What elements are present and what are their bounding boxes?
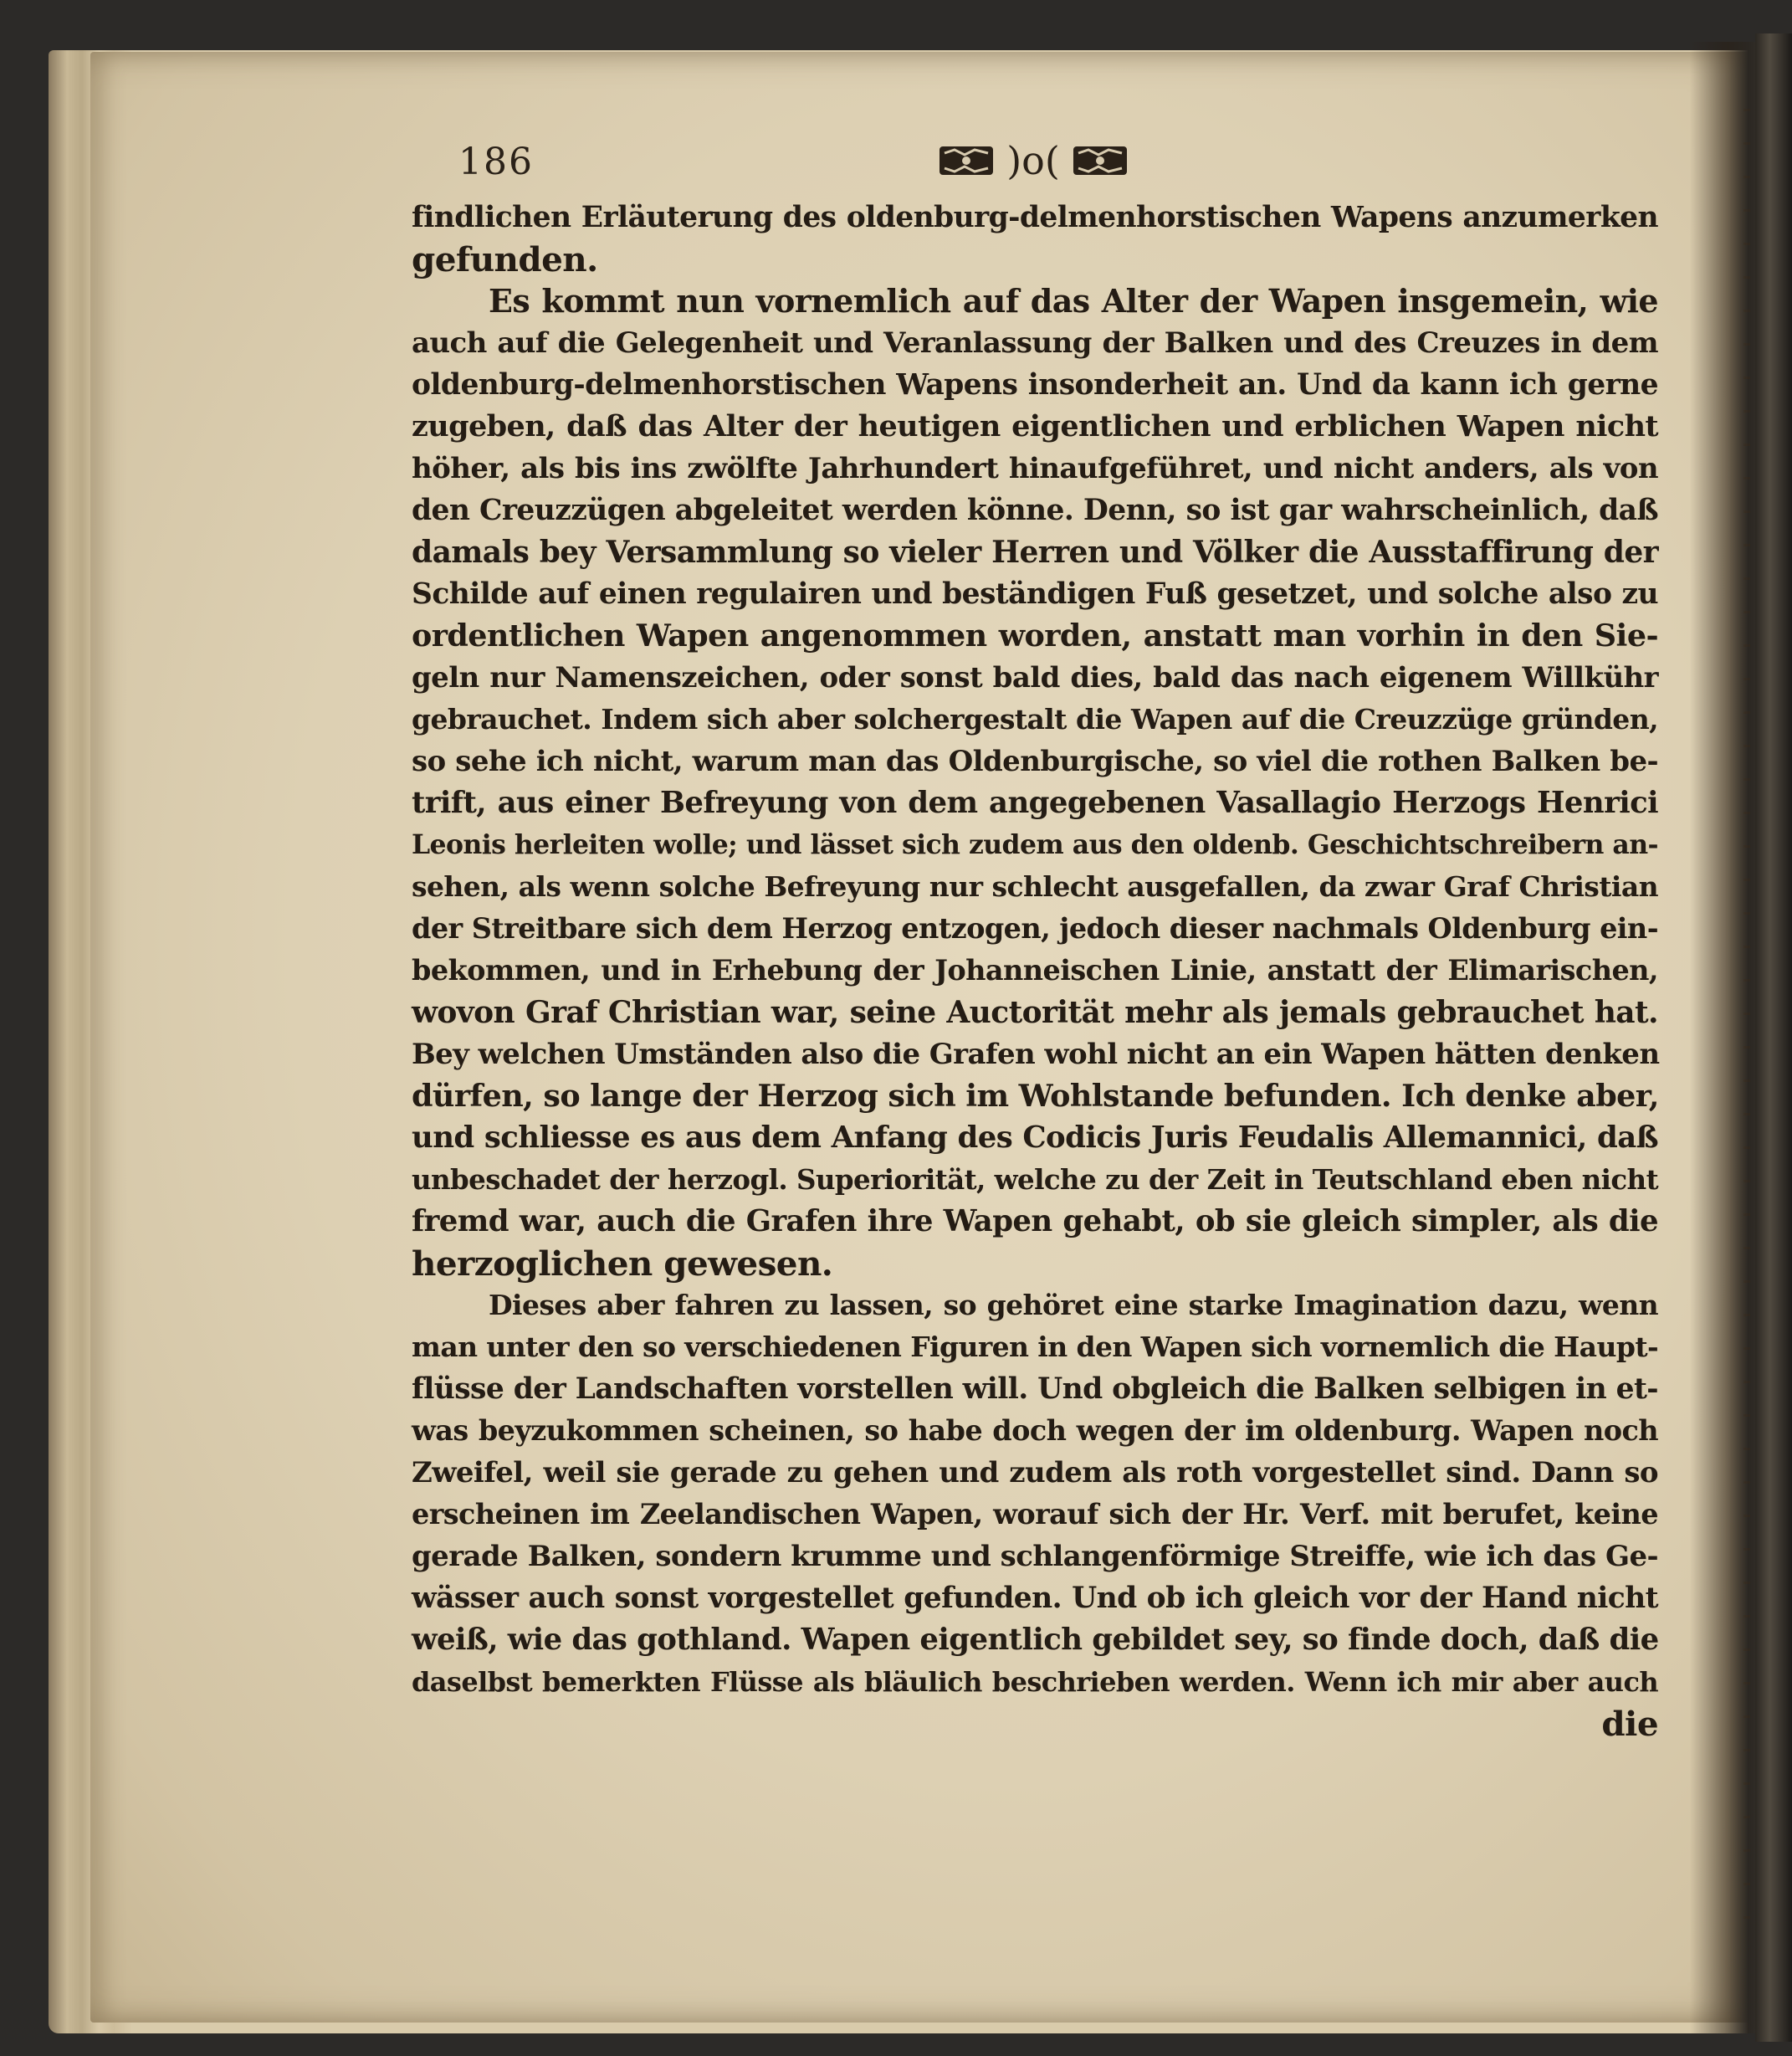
text-line: zugeben, daß das Alter der heutigen eigentlichen und erblichen Wapen nicht (412, 409, 1658, 444)
text-line: und schliesse es aus dem Anfang des Codicis Juris Feudalis Allemannici, daß (412, 1120, 1658, 1155)
text-line: unbeschadet der herzogl. Superiorität, welche zu der Zeit in Teutschland eben nicht (412, 1163, 1658, 1196)
text-line: dürfen, so lange der Herzog sich im Wohlstande befunden. Ich denke aber, (412, 1078, 1659, 1114)
text-line: trift, aus einer Befreyung von dem angegebenen Vasallagio Herzogs Henrici (412, 786, 1658, 820)
text-line: gerade Balken, sondern krumme und schlangenförmige Streiffe, wie ich das Ge- (412, 1540, 1658, 1573)
text-line: erscheinen im Zeelandischen Wapen, worauf sich der Hr. Verf. mit berufet, keine (412, 1498, 1658, 1530)
text-line: gebrauchet. Indem sich aber solchergestalt die Wapen auf die Creuzzüge gründen, (412, 703, 1658, 736)
text-line: gefunden. (412, 239, 598, 279)
running-head-text: )o( (1006, 138, 1060, 183)
catchword: die (1601, 1704, 1658, 1744)
text-line: man unter den so verschiedenen Figuren in den Wapen sich vornemlich die Haupt- (412, 1331, 1659, 1363)
text-line: ordentlichen Wapen angenommen worden, anstatt man vorhin in den Sie- (412, 618, 1658, 654)
text-line: bekommen, und in Erhebung der Johanneischen Linie, anstatt der Elimarischen, (412, 954, 1658, 987)
text-line: Es kommt nun vornemlich auf das Alter der Wapen insgemein, wie (489, 282, 1658, 320)
text-line: Leonis herleiten wolle; und lässet sich zudem aus den oldenb. Geschichtschreibern an- (412, 829, 1658, 860)
text-line: auch auf die Gelegenheit und Veranlassung der Balken und des Creuzes in dem (412, 326, 1658, 360)
text-line: flüsse der Landschaften vorstellen will. Und obgleich die Balken selbigen in et- (412, 1372, 1658, 1406)
text-line: daselbst bemerkten Flüsse als bläulich beschrieben werden. Wenn ich mir aber auch (412, 1666, 1658, 1698)
text-line: was beyzukommen scheinen, so habe doch wegen der im oldenburg. Wapen noch (412, 1414, 1658, 1447)
text-line: sehen, als wenn solche Befreyung nur schlecht ausgefallen, da zwar Graf Christian (412, 870, 1658, 903)
text-line: herzoglichen gewesen. (412, 1243, 833, 1284)
text-line: Bey welchen Umständen also die Grafen wohl nicht an ein Wapen hätten denken (412, 1038, 1660, 1071)
facing-page-edge (1755, 33, 1792, 2042)
text-line: Zweifel, weil sie gerade zu gehen und zudem als roth vorgestellet sind. Dann so (412, 1456, 1658, 1489)
text-line: wässer auch sonst vorgestellet gefunden. Und ob ich gleich vor der Hand nicht (412, 1582, 1658, 1615)
page-number: 186 (458, 141, 534, 183)
text-line: damals bey Versammlung so vieler Herren und Völker die Ausstaffirung der (412, 535, 1658, 570)
text-line: weiß, wie das gothland. Wapen eigentlich gebildet sey, so finde doch, daß die (412, 1623, 1659, 1657)
text-line: höher, als bis ins zwölfte Jahrhundert hinaufgeführet, und nicht anders, als von (412, 452, 1658, 485)
body-text (412, 197, 1658, 1787)
text-line: oldenburg-delmenhorstischen Wapens insonderheit an. Und da kann ich gerne (412, 368, 1658, 402)
text-line: so sehe ich nicht, warum man das Oldenburgische, so viel die rothen Balken be- (412, 745, 1658, 778)
text-line: den Creuzzügen abgeleitet werden könne. Denn, so ist gar wahrscheinlich, daß (412, 494, 1658, 527)
text-line: wovon Graf Christian war, seine Auctorität mehr als jemals gebrauchet hat. (412, 995, 1658, 1030)
page-edge-marks (1743, 109, 1750, 1950)
text-line: geln nur Namenszeichen, oder sonst bald dies, bald das nach eigenem Willkühr (412, 661, 1658, 695)
text-line: der Streitbare sich dem Herzog entzogen, jedoch dieser nachmals Oldenburg ein- (412, 912, 1658, 945)
text-line: fremd war, auch die Grafen ihre Wapen gehabt, ob sie gleich simpler, als die (412, 1204, 1658, 1238)
text-line: Dieses aber fahren zu lassen, so gehöret eine starke Imagination dazu, wenn (489, 1289, 1658, 1321)
text-line: Schilde auf einen regulairen und beständigen Fuß gesetzet, und solche also zu (412, 577, 1658, 611)
text-line: findlichen Erläuterung des oldenburg-delmenhorstischen Wapens anzumerken (412, 201, 1658, 234)
